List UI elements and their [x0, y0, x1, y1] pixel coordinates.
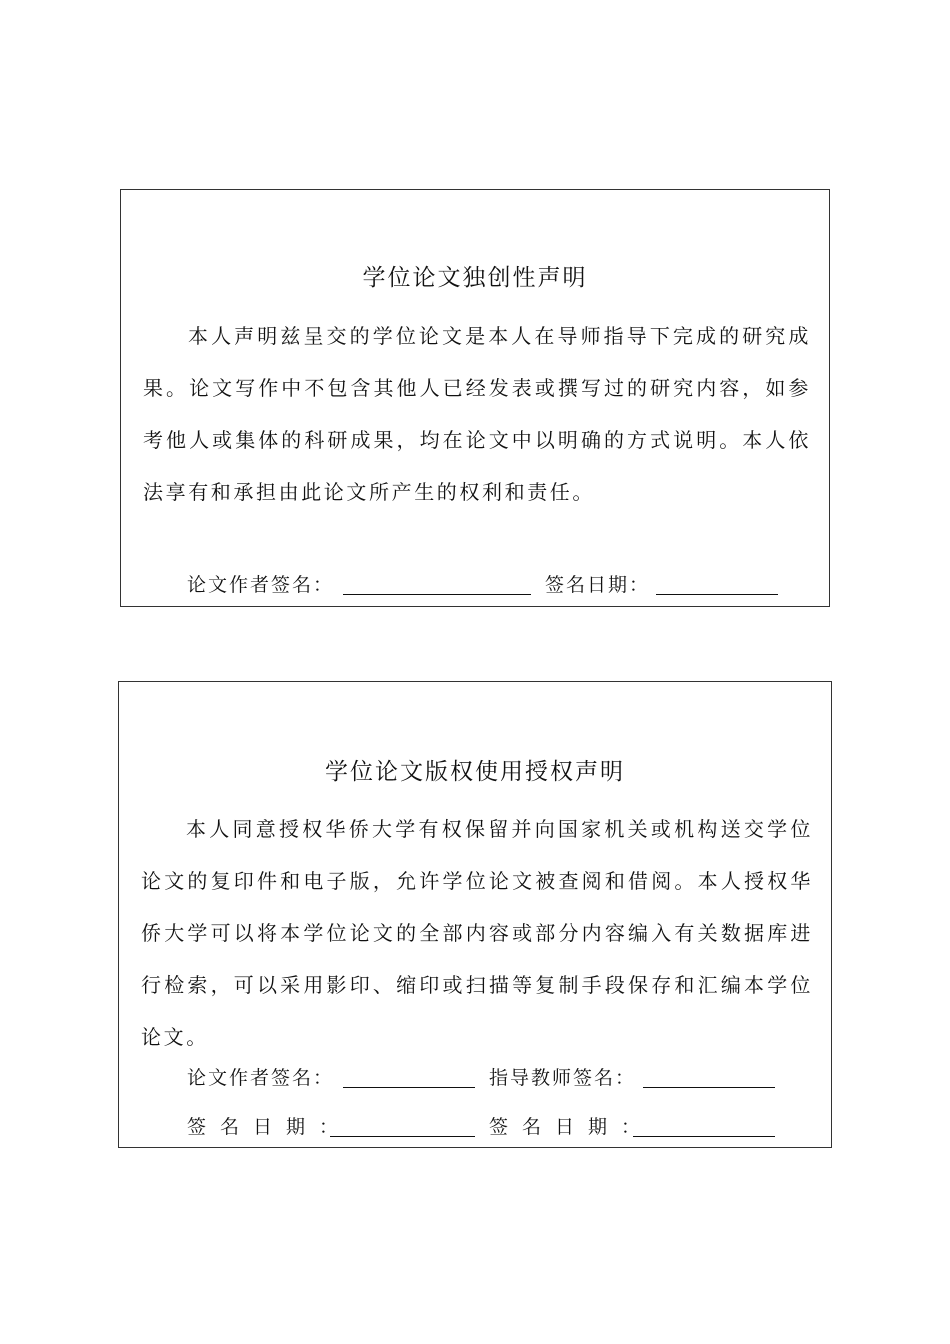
copyright-authorization-declaration	[118, 681, 832, 1148]
author-signature-field[interactable]	[343, 594, 531, 595]
copyright-body: 本人同意授权华侨大学有权保留并向国家机关或机构送交学位论文的复印件和电子版，允许学位论文被查阅和借阅。本人授权华侨大学可以将本学位论文的全部内容或部分内容编入有关数据库进行检索，可以采用影印、缩印或扫描等复制手段保存和汇编本学位论文。	[141, 817, 813, 1049]
advisor-date-field[interactable]	[633, 1136, 775, 1137]
author-signature-label: 论文作者签名：	[187, 574, 335, 596]
author-signature-label: 论文作者签名：	[187, 1067, 335, 1089]
originality-declaration	[120, 189, 830, 607]
copyright-date-row	[119, 1112, 831, 1142]
originality-signature-row	[121, 570, 829, 600]
advisor-date-label: 签名日期：	[489, 1116, 655, 1138]
originality-title: 学位论文独创性声明	[362, 265, 588, 292]
signature-date-label: 签名日期：	[545, 574, 651, 596]
originality-body: 本人声明兹呈交的学位论文是本人在导师指导下完成的研究成果。论文写作中不包含其他人已经发表或撰写过的研究内容，如参考他人或集体的科研成果，均在论文中以明确的方式说明。本人依法享有和承担由此论文所产生的权利和责任。	[143, 324, 811, 504]
advisor-signature-label: 指导教师签名：	[489, 1067, 637, 1089]
signature-date-field[interactable]	[656, 594, 778, 595]
copyright-signature-row	[119, 1063, 831, 1093]
advisor-signature-field[interactable]	[643, 1087, 775, 1088]
author-signature-field[interactable]	[343, 1087, 475, 1088]
author-date-field[interactable]	[330, 1136, 475, 1137]
copyright-title: 学位论文版权使用授权声明	[325, 759, 625, 786]
author-date-label: 签名日期：	[187, 1116, 353, 1138]
